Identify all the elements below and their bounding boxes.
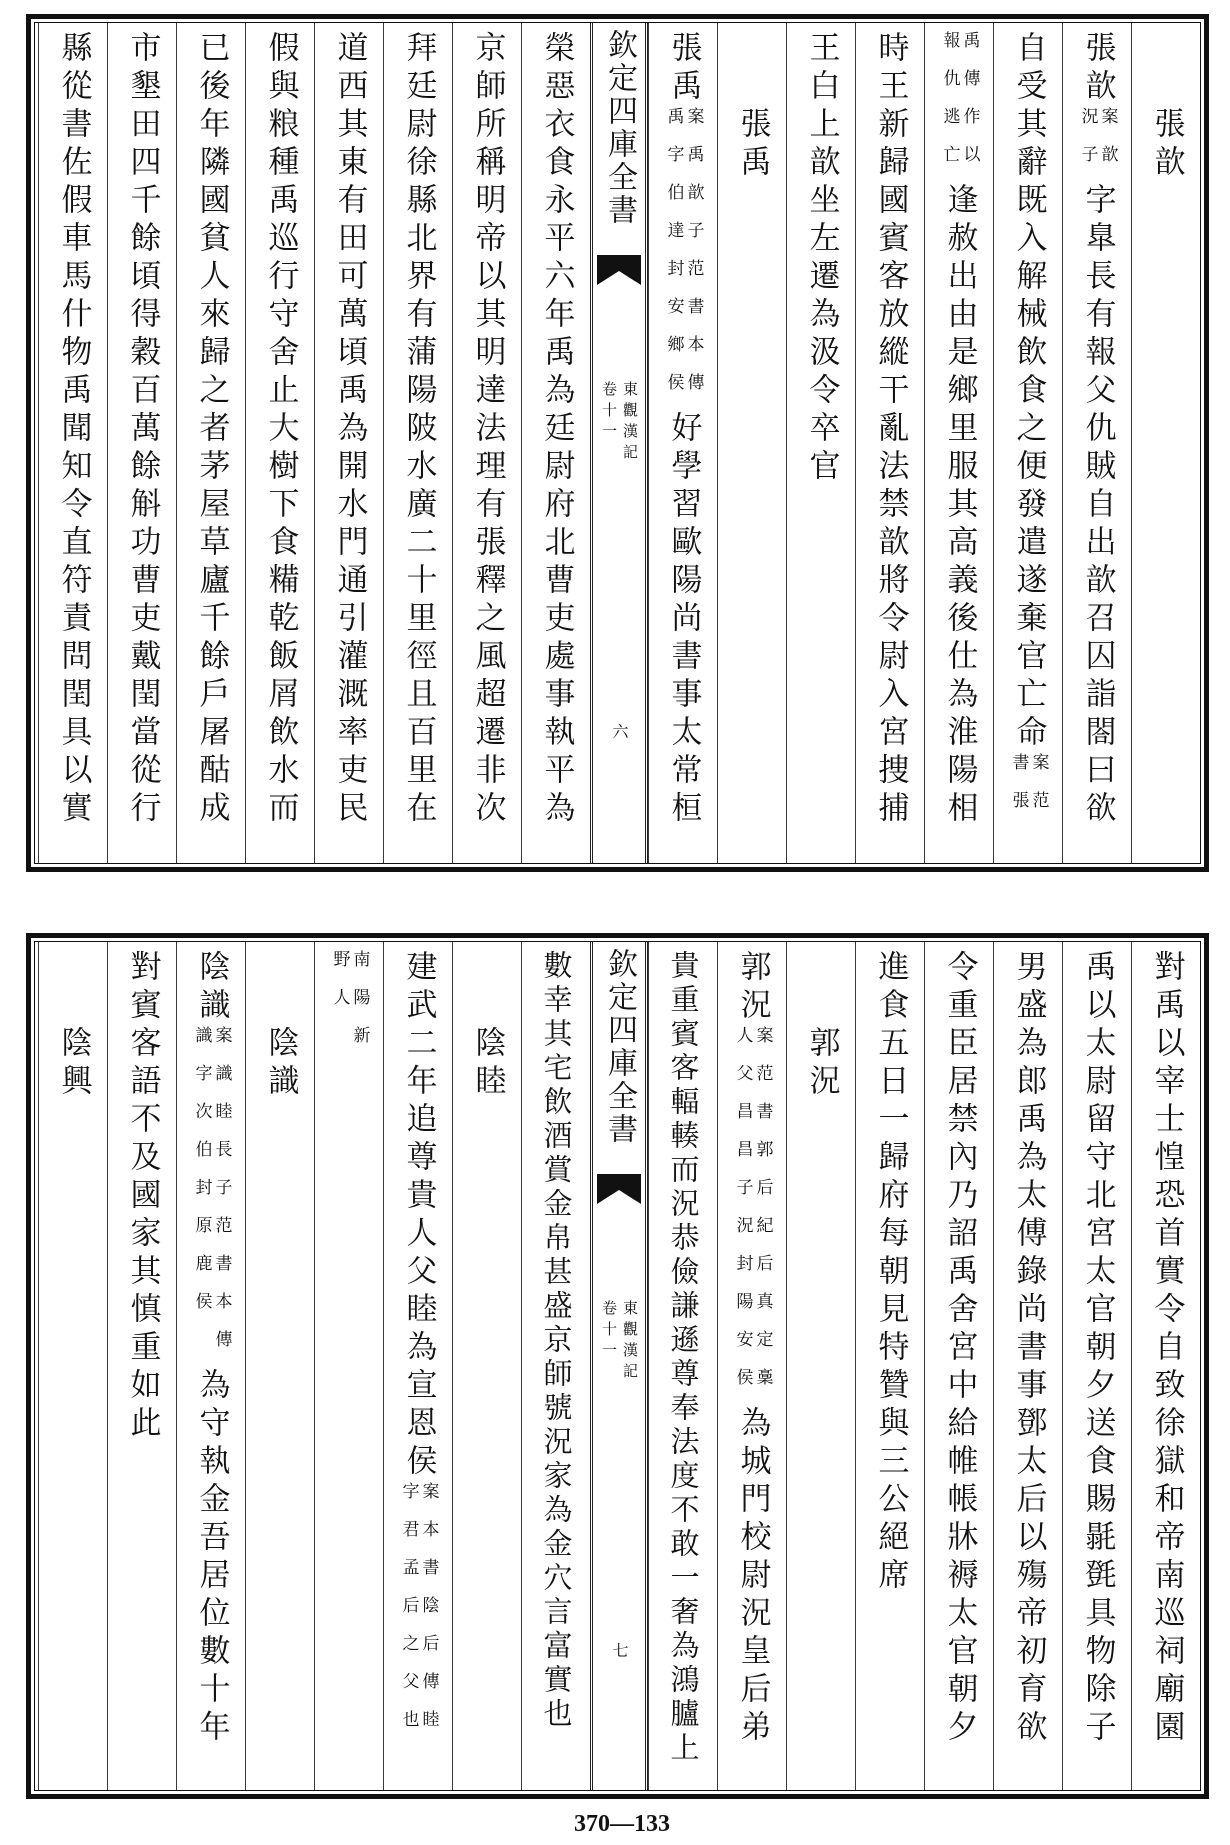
text-column [314, 23, 383, 863]
text-column [1062, 942, 1131, 1790]
text-column [717, 23, 786, 863]
text-column [717, 942, 786, 1790]
note-left: 識字次伯封原鹿侯 [191, 1026, 212, 1330]
lower-page-frame [34, 941, 1201, 1791]
column-text: 建武二年追尊貴人父睦為宣恩侯 [400, 950, 437, 1482]
text-column [993, 942, 1062, 1790]
note-left: 況子 [1077, 107, 1098, 183]
note-right: 案禹歆子范書本傳 [683, 107, 704, 411]
text-column [786, 942, 855, 1790]
column-text: 令重臣居禁內乃詔禹舍宮中給帷帳牀褥太官朝夕 [941, 950, 978, 1748]
series-title: 欽定四庫全書 [602, 29, 637, 227]
fishtail-mark [597, 1174, 641, 1208]
series-title: 欽定四庫全書 [602, 948, 637, 1146]
text-column [648, 942, 717, 1790]
leaf-number: 七 [610, 1642, 629, 1658]
text-column [521, 23, 590, 863]
text-column [107, 942, 176, 1790]
column-text: 數幸其宅飲酒賞金帛甚盛京師號況家為金穴言富實也 [539, 950, 574, 1732]
lower-page-columns [35, 942, 1200, 1790]
text-column [1131, 942, 1200, 1790]
text-column [924, 942, 993, 1790]
upper-page-columns [35, 23, 1200, 863]
entry-heading: 陰識 [262, 1026, 299, 1102]
entry-name: 張禹 [665, 31, 702, 107]
column-text: 為守執金吾居位數十年 [193, 1368, 230, 1748]
text-column [648, 23, 717, 863]
note-right: 南陽新 [349, 950, 370, 1064]
upper-page [26, 14, 1209, 872]
note-right: 案本書陰后傳睦 [418, 1482, 439, 1748]
text-column [786, 23, 855, 863]
column-text: 男盛為郎禹為太傅錄尚書事鄧太后以殤帝初育欲 [1010, 950, 1047, 1748]
book-title: 東觀漢記 [621, 381, 639, 465]
text-column [38, 23, 107, 863]
annotation-note [665, 107, 702, 411]
annotation-note [1079, 107, 1116, 183]
annotation-note [400, 1482, 437, 1748]
book-label [601, 381, 637, 465]
entry-heading: 郭況 [803, 1026, 840, 1102]
column-text: 道西其東有田可萬頃禹為開水門通引灌溉率吏民 [331, 31, 368, 829]
text-column [452, 23, 521, 863]
column-text: 王白上歆坐左遷為汲令卒官 [803, 31, 840, 487]
entry-heading: 陰興 [55, 1026, 92, 1102]
leaf-number: 六 [610, 723, 629, 739]
text-column [993, 23, 1062, 863]
column-text: 京師所稱明帝以其明達法理有張釋之風超遷非次 [469, 31, 506, 829]
note-right: 案識睦長子范書本傳 [211, 1026, 232, 1368]
center-strip [590, 942, 648, 1790]
column-text: 假與粮種禹巡行守舍止大樹下食糒乾飯屑飲水而 [262, 31, 299, 829]
entry-name: 陰識 [193, 950, 230, 1026]
center-strip [590, 23, 648, 863]
column-text: 時王新歸國賓客放縱干亂法禁歆將令尉入宮捜捕 [872, 31, 909, 829]
column-text: 榮惡衣食永平六年禹為廷尉府北曹吏處事執平為 [538, 31, 575, 829]
column-text: 縣從書佐假車馬什物禹聞知令直符責問閏具以實 [55, 31, 92, 829]
text-column [855, 942, 924, 1790]
text-column [245, 23, 314, 863]
entry-heading: 張禹 [734, 107, 771, 183]
text-column [452, 942, 521, 1790]
column-text: 逢赦出由是鄉里服其高義後仕為淮陽相 [941, 183, 978, 829]
annotation-note [331, 950, 368, 1064]
note-left: 禹字伯達封安鄉侯 [663, 107, 684, 411]
entry-name: 郭況 [734, 950, 771, 1026]
book-title: 東觀漢記 [621, 1300, 639, 1384]
note-right: 案歆 [1097, 107, 1118, 183]
juan-label: 卷十一 [600, 1300, 618, 1363]
page-number: 370—133 [574, 1811, 670, 1837]
column-text: 貴重賓客輻輳而況恭儉謙遜尊奉法度不敢一奢為鴻臚上 [666, 950, 701, 1766]
column-text: 已後年隣國貧人來歸之者茅屋草廬千餘戶屠酤成 [193, 31, 230, 829]
annotation-note [941, 31, 978, 183]
entry-heading: 張歆 [1148, 107, 1185, 183]
note-left: 書張 [1008, 753, 1029, 829]
text-column [314, 942, 383, 1790]
column-text: 進食五日一歸府每朝見特贊與三公絕席 [872, 950, 909, 1596]
annotation-note [1010, 753, 1047, 829]
annotation-note [734, 1026, 771, 1406]
text-column [1131, 23, 1200, 863]
text-column [176, 23, 245, 863]
entry-heading: 陰睦 [469, 1026, 506, 1102]
text-column [383, 942, 452, 1790]
text-column [245, 942, 314, 1790]
text-column [107, 23, 176, 863]
text-column [521, 942, 590, 1790]
entry-name: 張歆 [1079, 31, 1116, 107]
text-column [924, 23, 993, 863]
upper-page-frame [34, 22, 1201, 864]
note-right: 案范 [1028, 753, 1049, 829]
annotation-note [193, 1026, 230, 1368]
text-column [176, 942, 245, 1790]
note-left: 字君孟后之父也 [398, 1482, 419, 1748]
column-text: 自受其辭既入解械飲食之便發遣遂棄官亡命 [1010, 31, 1047, 753]
text-column [383, 23, 452, 863]
column-text: 為城門校尉況皇后弟 [734, 1406, 771, 1748]
column-text: 對賓客語不及國家其慎重如此 [124, 950, 161, 1444]
note-right: 禹傳作以 [959, 31, 980, 183]
note-left: 報仇逃亡 [939, 31, 960, 183]
column-text: 字臯長有報父仇賊自出歆召囚詣閤曰欲 [1079, 183, 1116, 829]
column-text: 拜廷尉徐縣北界有蒲陽陂水廣二十里徑且百里在 [400, 31, 437, 829]
column-text: 禹以太尉留守北宮太官朝夕送食賜毾㲪具物除子 [1079, 950, 1116, 1748]
fishtail-mark [597, 255, 641, 289]
juan-label: 卷十一 [600, 381, 618, 444]
text-column [38, 942, 107, 1790]
text-column [1062, 23, 1131, 863]
column-text: 對禹以宰士惶恐首實令自致徐獄和帝南巡祠廟園 [1148, 950, 1185, 1748]
note-right: 案范書郭后紀后真定稾 [752, 1026, 773, 1406]
note-left: 野人 [329, 950, 350, 1026]
lower-page [26, 933, 1209, 1799]
book-label [601, 1300, 637, 1384]
column-text: 好學習歐陽尚書事太常桓 [665, 411, 702, 829]
note-left: 人父昌昌子況封陽安侯 [732, 1026, 753, 1406]
text-column [855, 23, 924, 863]
column-text: 市墾田四千餘頃得穀百萬餘斛功曹吏戴閏當從行 [124, 31, 161, 829]
